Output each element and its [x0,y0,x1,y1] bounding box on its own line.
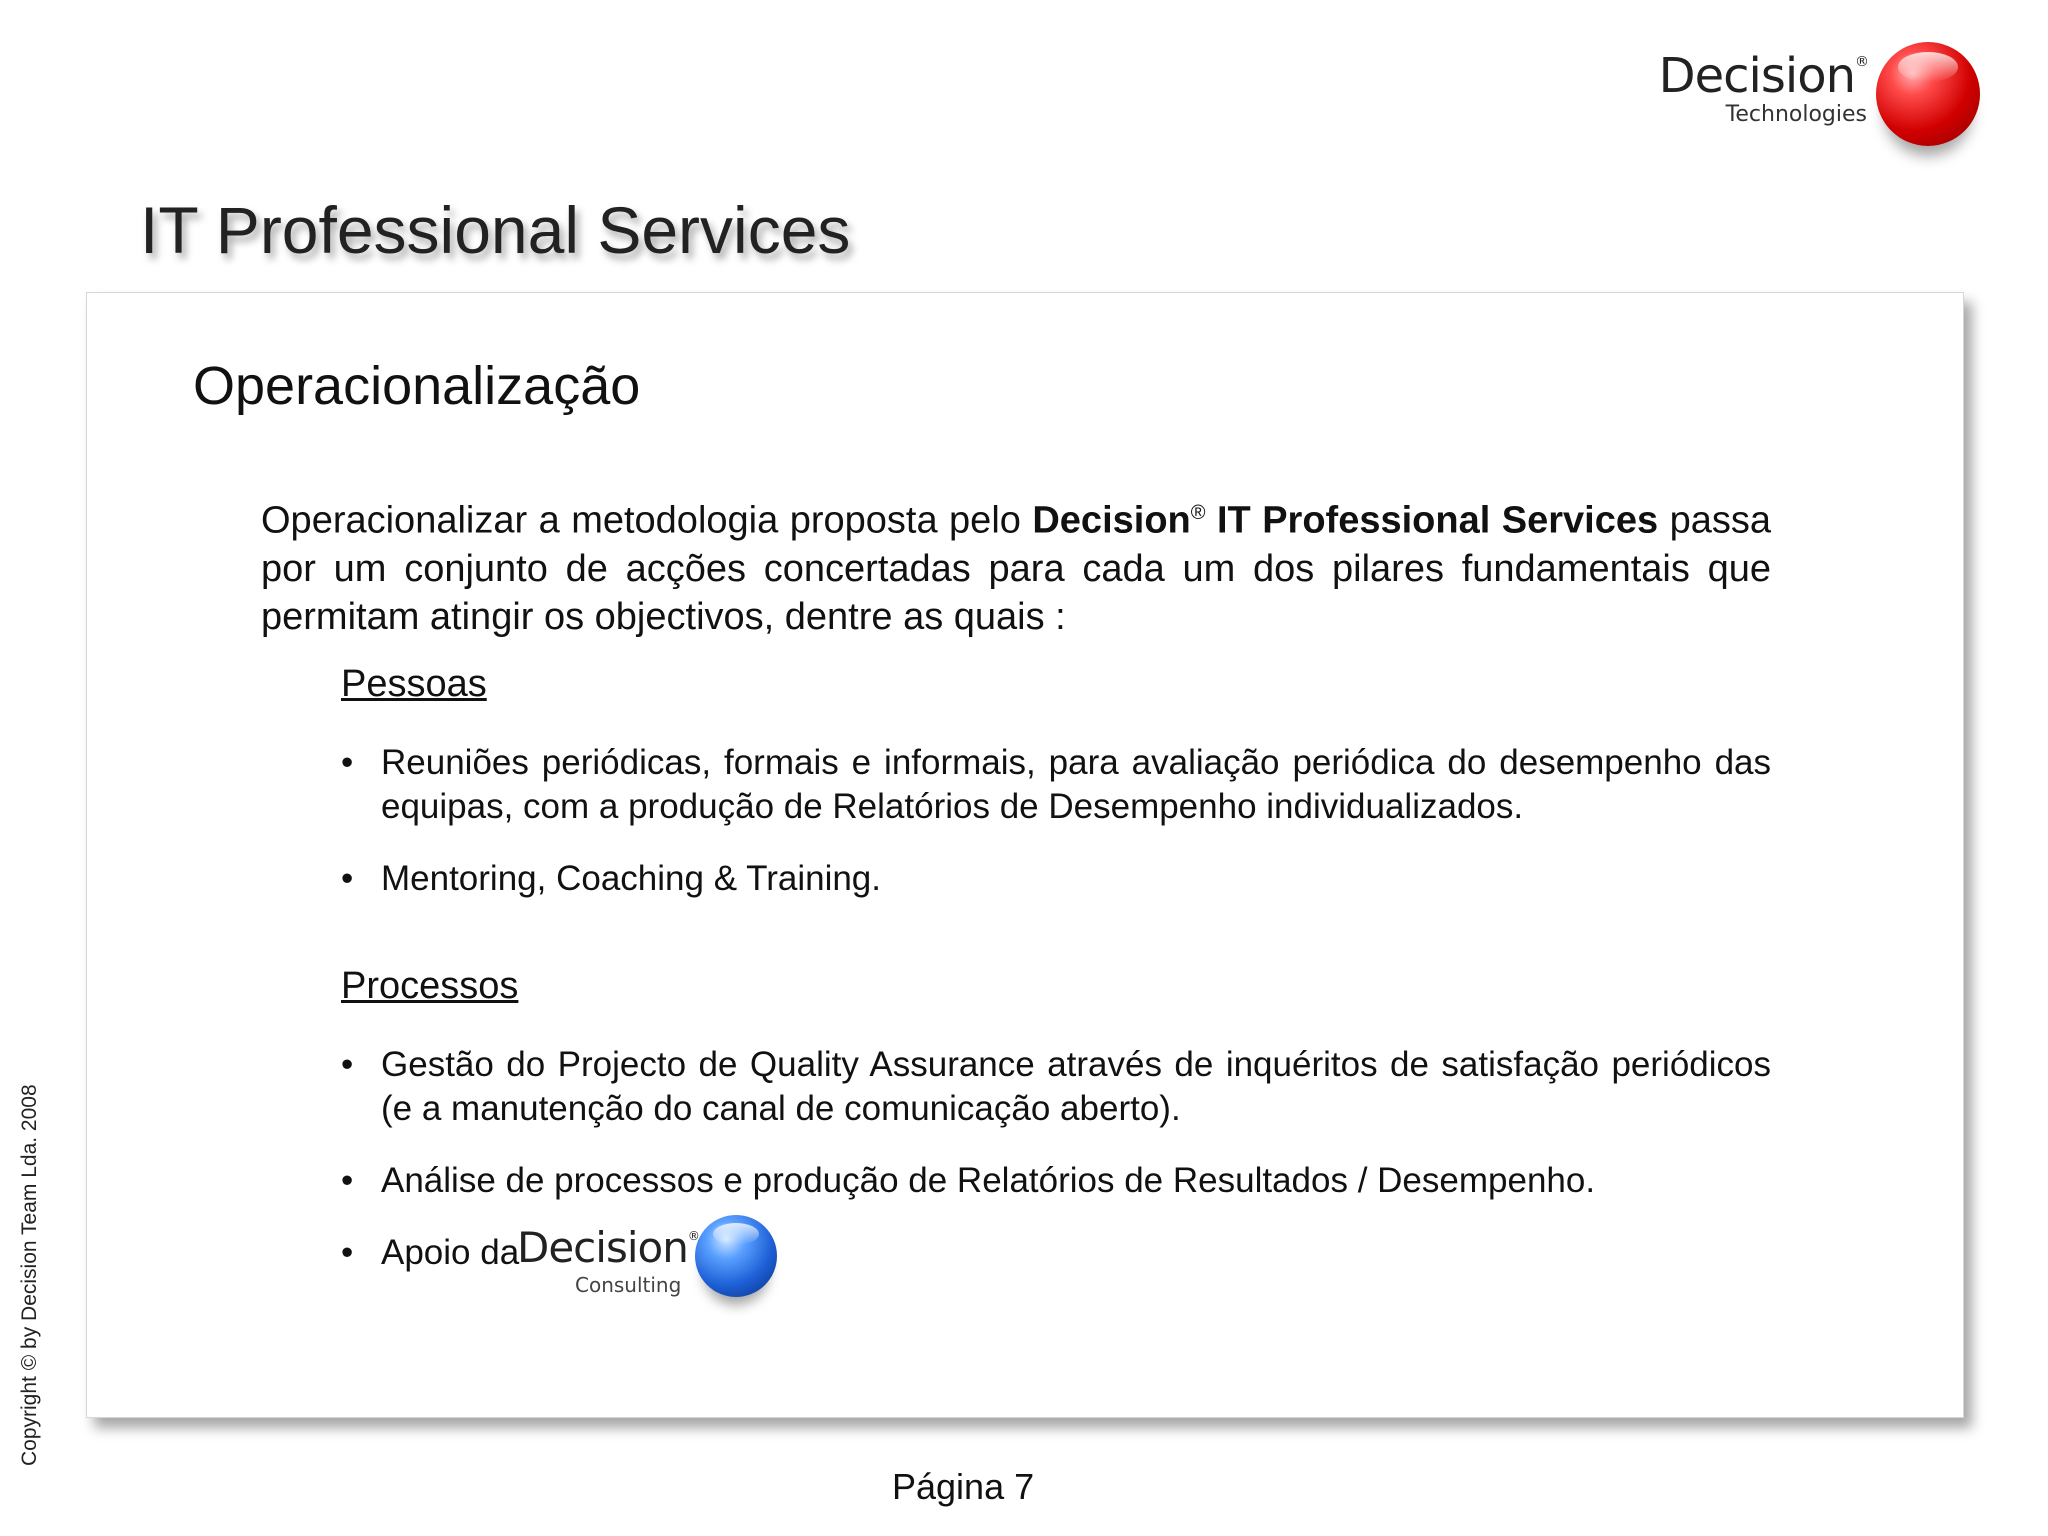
consulting-subtitle: Consulting [575,1273,682,1297]
decision-consulting-logo [517,1223,787,1333]
page-number: Página 7 [892,1466,1035,1507]
logo-subtitle: Technologies [1725,102,1867,127]
content-card [86,292,1964,1418]
red-sphere-icon [1876,42,1980,146]
bullet-icon: • [341,743,354,782]
list-item: • Reuniões periódicas, formais e informais, para avaliação periódica do desempenho das equipas, com a produção de Relatórios de Desempenho individualizados. [341,743,1771,826]
group-heading-pessoas: Pessoas [341,663,487,705]
group-heading-processos: Processos [341,965,519,1007]
list-item: • Análise de processos e produção de Relatórios de Resultados / Desempenho. [341,1159,1771,1203]
bullet-icon: • [341,859,354,898]
list-item: • Gestão do Projecto de Quality Assurance através de inquéritos de satisfação periódicos (e a manutenção do canal de comunicação aberto). [341,1045,1771,1128]
list-item: • Mentoring, Coaching & Training. [341,857,1771,901]
bullet-icon: • [341,1161,354,1200]
intro-paragraph: Operacionalizar a metodologia proposta pelo Decision® IT Professional Services passa por um conjunto de acções concertadas para cada um dos pilares fundamentais que permitam atingir os objectivos, dentre as quais : [261,499,1771,638]
bullet-icon: • [341,1045,354,1084]
blue-sphere-icon [695,1215,777,1297]
logo-wordmark: Decision® [1658,48,1868,104]
list-item: • Apoio da [341,1231,1771,1275]
section-title: Operacionalização [193,356,641,416]
copyright-text: Copyright © by Decision Team Lda. 2008 [18,1084,41,1466]
decision-technologies-logo [1640,36,1980,166]
consulting-wordmark: Decision® [517,1223,699,1272]
bullet-icon: • [341,1233,354,1272]
page-title: IT Professional Services [140,193,851,267]
